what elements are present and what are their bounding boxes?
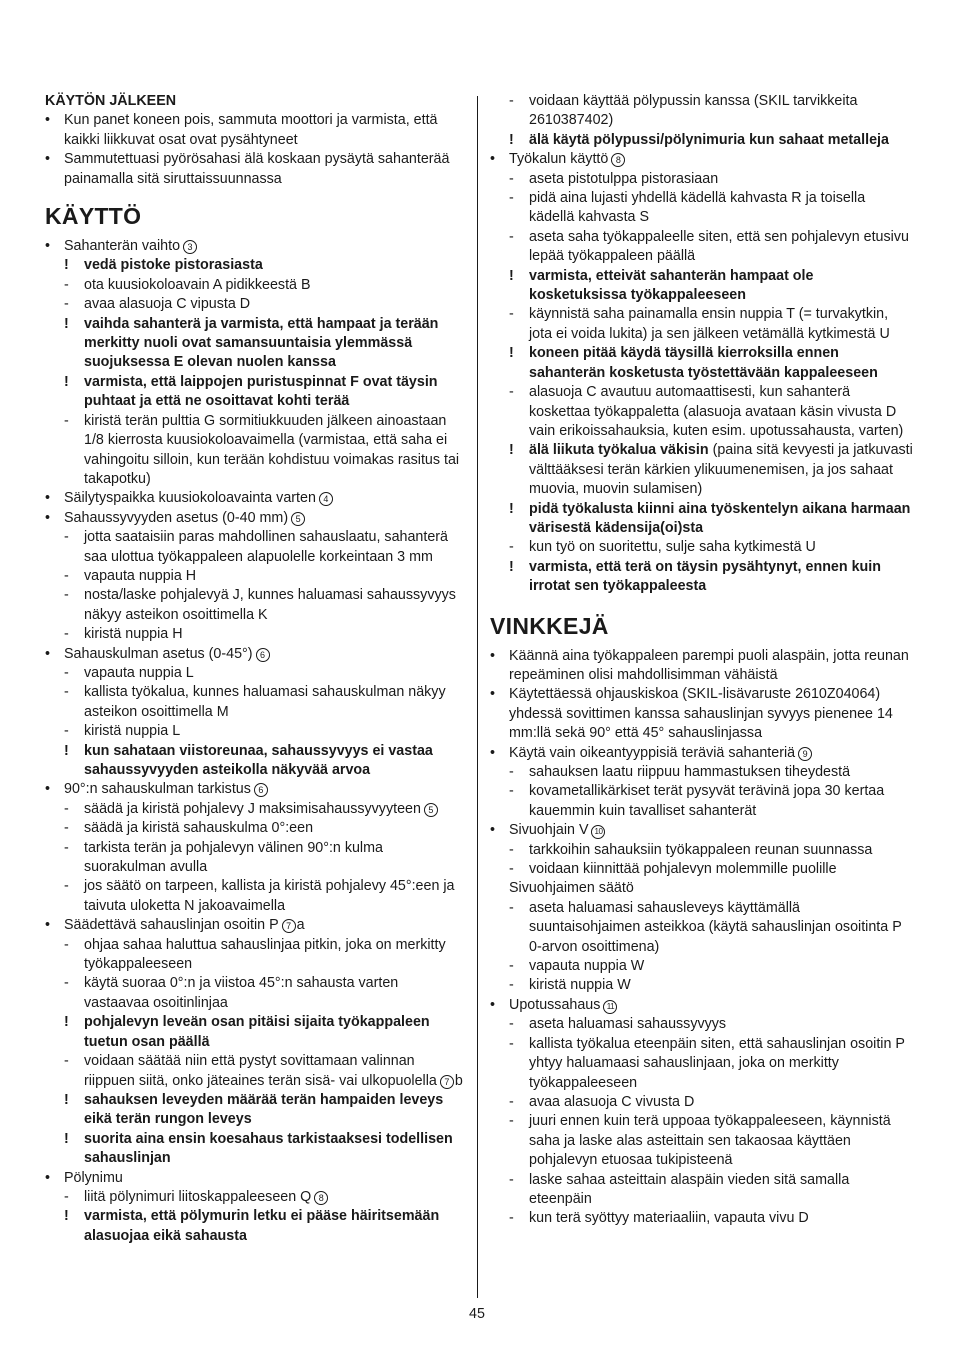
figure-ref-icon: 6 <box>256 648 270 662</box>
item-text: Työkalun käyttö <box>509 151 609 168</box>
dash-item <box>490 1112 914 1170</box>
dash-marker: - <box>509 228 514 245</box>
right-column <box>490 92 914 1229</box>
section-heading: VINKKEJÄ <box>490 612 609 639</box>
item-text: säädä ja kiristä pohjalevy J maksimisahaussyvyyteen <box>84 800 421 817</box>
dash-marker: - <box>509 783 514 800</box>
dash-marker: - <box>64 800 69 817</box>
dash-item <box>490 170 914 189</box>
dash-marker: - <box>64 975 69 992</box>
bullet-marker: • <box>45 917 51 934</box>
item-text: Sahauskulman asetus (0-45°) <box>64 645 253 662</box>
warning-item <box>490 441 914 499</box>
dash-item <box>490 976 914 995</box>
bullet-item <box>490 647 914 686</box>
dash-marker: - <box>64 684 69 701</box>
dash-marker: - <box>509 93 514 109</box>
page-number: 45 <box>469 1306 485 1322</box>
warning-item <box>45 373 463 412</box>
warning-marker: ! <box>509 500 514 517</box>
bullet-item <box>45 509 463 528</box>
item-text: aseta pistotulppa pistorasiaan <box>529 170 719 187</box>
item-text: jotta saataisiin paras mahdollinen sahauslaatu, sahanterä saa ulottua työkappaleen alapuolelle korkeintaan 3 mm <box>84 529 449 565</box>
figure-ref-suffix: a <box>296 917 305 934</box>
dash-item <box>45 722 463 741</box>
dash-marker: - <box>509 861 514 878</box>
dash-item <box>490 1209 914 1228</box>
item-text: vedä pistoke pistorasiasta <box>84 257 263 274</box>
item-text: aseta haluamasi sahaussyvyys <box>529 1016 727 1033</box>
figure-ref-suffix: b <box>454 1072 463 1089</box>
item-text: kun työ on suoritettu, sulje saha kytkimestä U <box>529 539 816 556</box>
item-text: aseta saha työkappaleelle siten, että sen pohjalevyn etusivu lepää työkappaleen päällä <box>529 228 909 265</box>
item-text: vapauta nuppia W <box>529 958 645 975</box>
dash-marker: - <box>64 587 69 604</box>
dash-item <box>490 189 914 228</box>
item-text: Sahaussyvyyden asetus (0-40 mm) <box>64 509 289 526</box>
dash-item <box>45 800 463 819</box>
figure-ref-icon: 11 <box>603 1000 617 1014</box>
warning-marker: ! <box>64 1208 69 1225</box>
item-text: varmista, etteivät sahanterän hampaat ole kosketuksissa työkappaleeseen <box>529 267 814 304</box>
dash-marker: - <box>509 977 514 994</box>
item-text: alasuoja C avautuu automaattisesti, kun sahanterä koskettaa työkappaletta (alasuoja avataan käsin vivusta D vain erikoissahauksia, kuten esim. upotussahausta, varten) <box>529 384 904 439</box>
warning-marker: ! <box>64 257 69 274</box>
dash-item <box>45 819 463 838</box>
bullet-item <box>45 237 463 256</box>
dash-marker: - <box>509 1113 514 1130</box>
dash-item <box>45 683 463 722</box>
dash-marker: - <box>64 723 69 740</box>
item-text: tarkkoihin sahauksiin työkappaleen reunan suunnassa <box>529 841 873 858</box>
item-text: pidä aina lujasti yhdellä kädellä kahvasta R ja toisella kädellä kahvasta S <box>529 190 866 226</box>
item-text: Säilytyspaikka kuusiokoloavainta varten <box>64 490 316 507</box>
dash-item <box>45 664 463 683</box>
item-text: Käytettäessä ohjauskiskoa (SKIL-lisävaruste 2610Z04064) yhdessä sovittimen kanssa sahauslinjan syvyys pienenee 14 mm:llä sekä 90° että 45° sahauslinjassa <box>509 686 893 742</box>
dash-marker: - <box>509 1016 514 1033</box>
bullet-item <box>45 489 463 508</box>
dash-item <box>45 412 463 490</box>
bullet-marker: • <box>490 996 496 1013</box>
dash-item <box>45 625 463 644</box>
dash-marker: - <box>64 878 69 895</box>
dash-item <box>490 228 914 267</box>
dash-marker: - <box>64 664 69 681</box>
dash-marker: - <box>509 1210 514 1227</box>
figure-ref-icon: 9 <box>798 747 812 761</box>
item-text: aseta haluamasi sahausleveys käyttämällä suuntaisohjaimen asteikkoa (käytä sahauslinjan osoitinta P 0-arvon osoittimena) <box>529 899 902 955</box>
bullet-item <box>490 685 914 743</box>
bullet-marker: • <box>45 645 51 662</box>
item-text: voidaan käyttää pölypussin kanssa (SKIL tarvikkeita 2610387402) <box>529 93 858 129</box>
dash-item <box>490 92 914 131</box>
item-text: käynnistä saha painamalla ensin nuppia T (= turvakytkin, jota ei voida lukita) ja sen jälkeen vetämällä kytkimestä U <box>529 306 890 342</box>
item-text: suorita aina ensin koesahaus tarkistaaksesi todellisen sahauslinjan <box>84 1130 453 1167</box>
item-text: varmista, että pölymurin letku ei pääse häiritsemään alasuojaa eikä sahausta <box>84 1208 440 1244</box>
warning-item <box>490 344 914 383</box>
figure-ref-icon: 10 <box>591 825 605 839</box>
dash-marker: - <box>509 190 514 207</box>
item-text: ohjaa sahaa haluttua sahauslinjaa pitkin, joka on merkitty työkappaleeseen <box>84 936 446 973</box>
item-text: Sammutettuasi pyörösahasi älä koskaan pysäytä sahanterää painamalla sitä siruttaissuunnassa <box>64 151 450 187</box>
item-text: sahauksen laatu riippuu hammastuksen tiheydestä <box>529 764 851 780</box>
figure-ref-icon: 5 <box>291 512 305 526</box>
dash-item <box>45 877 463 916</box>
item-text: voidaan kiinnittää pohjalevyn molemmille puolille <box>529 861 837 878</box>
dash-item <box>45 586 463 625</box>
warning-item <box>490 131 914 150</box>
dash-item <box>490 305 914 344</box>
item-text: ota kuusiokoloavain A pidikkeestä B <box>84 276 311 293</box>
item-text: Käännä aina työkappaleen parempi puoli alaspäin, jotta reunan repeäminen olisi mahdollisimman vähäistä <box>509 647 909 683</box>
item-text: vaihda sahanterä ja varmista, että hampaat ja terään merkitty nuoli ovat samansuuntaisia ylemmässä suojuksessa E olevan nuolen kanssa <box>84 315 439 371</box>
item-text: älä käytä pölypussi/pölynimuria kun sahaat metalleja <box>529 131 889 148</box>
item-text: kovametallikärkiset terät pysyvät terävinä jopa 30 kertaa kauemmin kuin tavalliset sahanterät <box>529 783 885 819</box>
item-text: kun terä syöttyy materiaaliin, vapauta vivu D <box>529 1210 809 1227</box>
warning-item <box>490 500 914 539</box>
dash-item <box>490 763 914 782</box>
item-text: Pölynimu <box>64 1169 123 1186</box>
dash-item <box>45 936 463 975</box>
bullet-item <box>45 916 463 935</box>
item-text: liitä pölynimuri liitoskappaleeseen Q <box>84 1188 312 1205</box>
warning-marker: ! <box>509 558 514 575</box>
dash-item <box>490 538 914 557</box>
dash-marker: - <box>509 170 514 187</box>
item-text: laske sahaa asteittain alaspäin vieden sitä samalla eteenpäin <box>529 1171 850 1207</box>
warning-marker: ! <box>64 742 69 759</box>
dash-marker: - <box>64 276 69 293</box>
dash-marker: - <box>64 839 69 856</box>
dash-item <box>490 1035 914 1093</box>
warning-item <box>45 1207 463 1246</box>
column-divider <box>477 96 478 1298</box>
item-text: pidä työkalusta kiinni aina työskentelyn aikana harmaan värisestä kädensija(oi)sta <box>529 500 911 536</box>
bullet-item <box>490 150 914 169</box>
dash-marker: - <box>509 1093 514 1110</box>
dash-marker: - <box>64 626 69 643</box>
bullet-marker: • <box>490 822 496 839</box>
bullet-marker: • <box>45 781 51 798</box>
dash-item <box>490 782 914 821</box>
section-heading: KÄYTTÖ <box>45 203 142 230</box>
bullet-item <box>490 821 914 840</box>
dash-marker: - <box>64 1053 69 1070</box>
warning-item <box>45 742 463 781</box>
figure-ref-icon: 4 <box>319 492 333 506</box>
bullet-item <box>45 111 463 150</box>
item-text: pohjalevyn leveän osan pitäisi sijaita työkappaleen tuetun osan päällä <box>84 1014 430 1050</box>
item-text: sahauksen leveyden määrää terän hampaiden leveys eikä terän rungon leveys <box>84 1091 444 1128</box>
dash-item <box>490 1015 914 1034</box>
dash-item <box>490 383 914 441</box>
bullet-marker: • <box>45 151 51 168</box>
dash-item <box>45 1052 463 1091</box>
item-text: kiristä nuppia W <box>529 977 631 994</box>
bullet-item <box>45 150 463 189</box>
dash-marker: - <box>64 1188 69 1205</box>
bullet-marker: • <box>490 151 496 168</box>
item-text: Kun panet koneen pois, sammuta moottori ja varmista, että kaikki liikkuvat osat ovat pysähtyneet <box>64 112 438 148</box>
item-text: varmista, että laippojen puristuspinnat F ovat täysin puhtaat ja että ne osoittavat kohti terää <box>84 373 438 410</box>
item-text: Sivuohjain V <box>509 822 589 839</box>
figure-ref-icon: 8 <box>314 1191 328 1205</box>
dash-marker: - <box>509 958 514 975</box>
warning-marker: ! <box>509 131 514 148</box>
item-text: käytä suoraa 0°:n ja viistoa 45°:n sahausta varten vastaavaa osoitinlinjaa <box>84 975 399 1011</box>
bullet-item <box>45 1169 463 1188</box>
item-text: avaa alasuoja C vipusta D <box>84 296 251 313</box>
bullet-item <box>45 645 463 664</box>
dash-marker: - <box>64 567 69 584</box>
dash-marker: - <box>64 412 69 429</box>
item-text: älä liikuta työkalua väkisin <box>529 442 709 459</box>
item-text: Käytä vain oikeantyyppisiä teräviä sahanteriä <box>509 744 796 761</box>
item-text: koneen pitää käydä täysillä kierroksilla ennen sahanterän kosketusta työstettävään kappaleeseen <box>529 345 878 381</box>
bullet-marker: • <box>45 1169 51 1186</box>
dash-marker: - <box>64 296 69 313</box>
item-text: Säädettävä sahauslinjan osoitin P <box>64 917 279 934</box>
dash-marker: - <box>509 841 514 858</box>
item-text: 90°:n sahauskulman tarkistus <box>64 781 251 798</box>
warning-item <box>45 315 463 373</box>
item-text: vapauta nuppia L <box>84 664 194 681</box>
dash-item <box>490 957 914 976</box>
section-subheading: KÄYTÖN JÄLKEEN <box>45 93 177 109</box>
warning-item <box>45 1130 463 1169</box>
item-text: kallista työkalua, kunnes haluamasi sahauskulman näkyy asteikon osoittimella M <box>84 684 446 720</box>
warning-marker: ! <box>509 267 514 284</box>
dash-marker: - <box>509 384 514 401</box>
warning-item <box>45 1013 463 1052</box>
item-text: voidaan säätää niin että pystyt sovittamaan valinnan riippuen siitä, onko jäteaines terän sisä- vai ulkopuolella <box>84 1053 437 1089</box>
item-text: juuri ennen kuin terä uppoaa työkappaleeseen, käynnistä saha ja laske alas asteittain sen takaosaa käyttäen pohjalevyn etuosaa tukipisteenä <box>529 1113 891 1169</box>
dash-marker: - <box>64 820 69 837</box>
dash-marker: - <box>509 1171 514 1188</box>
line-text: Sivuohjaimen säätö <box>509 880 634 897</box>
warning-item <box>490 267 914 306</box>
warning-marker: ! <box>64 373 69 390</box>
dash-item <box>490 860 914 879</box>
dash-item <box>490 841 914 860</box>
dash-item <box>45 1188 463 1207</box>
bullet-marker: • <box>490 686 496 703</box>
figure-ref-icon: 7 <box>440 1075 454 1089</box>
item-text: kallista työkalua eteenpäin siten, että sahauslinjan osoitin P yhtyy haluamaasi sahauslinjaan, joka on merkitty työkappaleeseen <box>529 1035 905 1091</box>
dash-item <box>45 276 463 295</box>
bullet-marker: • <box>490 647 496 664</box>
figure-ref-icon: 7 <box>282 919 296 933</box>
bullet-marker: • <box>45 509 51 526</box>
item-text: kiristä nuppia L <box>84 723 181 740</box>
bullet-marker: • <box>490 744 496 761</box>
warning-item <box>45 1091 463 1130</box>
bullet-marker: • <box>45 112 51 129</box>
warning-item <box>45 256 463 275</box>
item-text: nosta/laske pohjalevyä J, kunnes haluamasi sahaussyvyys näkyy asteikon osoittimella K <box>84 587 456 623</box>
dash-marker: - <box>509 764 514 780</box>
dash-marker: - <box>64 936 69 953</box>
item-text: jos säätö on tarpeen, kallista ja kiristä pohjalevy 45°:een ja taivuta uloketta N jakoavaimella <box>84 878 455 914</box>
dash-marker: - <box>509 306 514 323</box>
item-text: vapauta nuppia H <box>84 567 197 584</box>
dash-item <box>45 974 463 1013</box>
warning-marker: ! <box>509 345 514 362</box>
item-text: tarkista terän ja pohjalevyn välinen 90°:n kulma suorakulman avulla <box>84 839 383 876</box>
dash-item <box>45 528 463 567</box>
figure-ref-icon: 5 <box>424 803 438 817</box>
bullet-item <box>45 780 463 799</box>
item-text: kiristä terän pulttia G sormitiukkuuden jälkeen ainoastaan 1/8 kierrosta kuusiokoloavaimella (varmistaa, että saha ei vahingoitu silloin, kun terään kohdistuu voimakas rasitus tai takapotku) <box>84 412 460 487</box>
bullet-marker: • <box>45 238 51 255</box>
item-text: Upotussahaus <box>509 996 601 1013</box>
warning-marker: ! <box>64 315 69 332</box>
warning-marker: ! <box>64 1091 69 1108</box>
bullet-item <box>490 744 914 763</box>
warning-marker: ! <box>64 1014 69 1031</box>
dash-marker: - <box>64 529 69 546</box>
dash-item <box>490 1171 914 1210</box>
dash-item <box>490 1093 914 1112</box>
dash-marker: - <box>509 899 514 916</box>
warning-marker: ! <box>509 442 514 459</box>
figure-ref-icon: 8 <box>611 153 625 167</box>
figure-ref-icon: 6 <box>254 783 268 797</box>
dash-marker: - <box>509 539 514 556</box>
item-text: kun sahataan viistoreunaa, sahaussyvyys ei vastaa sahaussyvyyden asteikolla näkyvää arvoa <box>84 742 433 778</box>
figure-ref-icon: 3 <box>183 240 197 254</box>
bullet-marker: • <box>45 490 51 507</box>
dash-marker: - <box>509 1035 514 1052</box>
item-text: avaa alasuoja C vivusta D <box>529 1093 695 1110</box>
dash-item <box>45 567 463 586</box>
warning-item <box>490 558 914 597</box>
dash-item <box>490 899 914 957</box>
dash-item <box>45 839 463 878</box>
dash-item <box>45 295 463 314</box>
left-column <box>45 92 463 1246</box>
warning-marker: ! <box>64 1130 69 1147</box>
item-text: Sahanterän vaihto <box>64 238 181 255</box>
bullet-item <box>490 996 914 1015</box>
item-tail: (paina sitä kevyesti ja jatkuvasti välttääksesi terän kärkien ylikuumenemisen, ja jos sahaat muovia, muovin sulamisen) <box>529 442 913 498</box>
item-text: varmista, että terä on täysin pysähtynyt, ennen kuin irrotat sen työkappaleesta <box>529 558 881 595</box>
item-text: kiristä nuppia H <box>84 626 183 643</box>
plain-line <box>490 879 914 898</box>
item-text: säädä ja kiristä sahauskulma 0°:een <box>84 820 314 837</box>
